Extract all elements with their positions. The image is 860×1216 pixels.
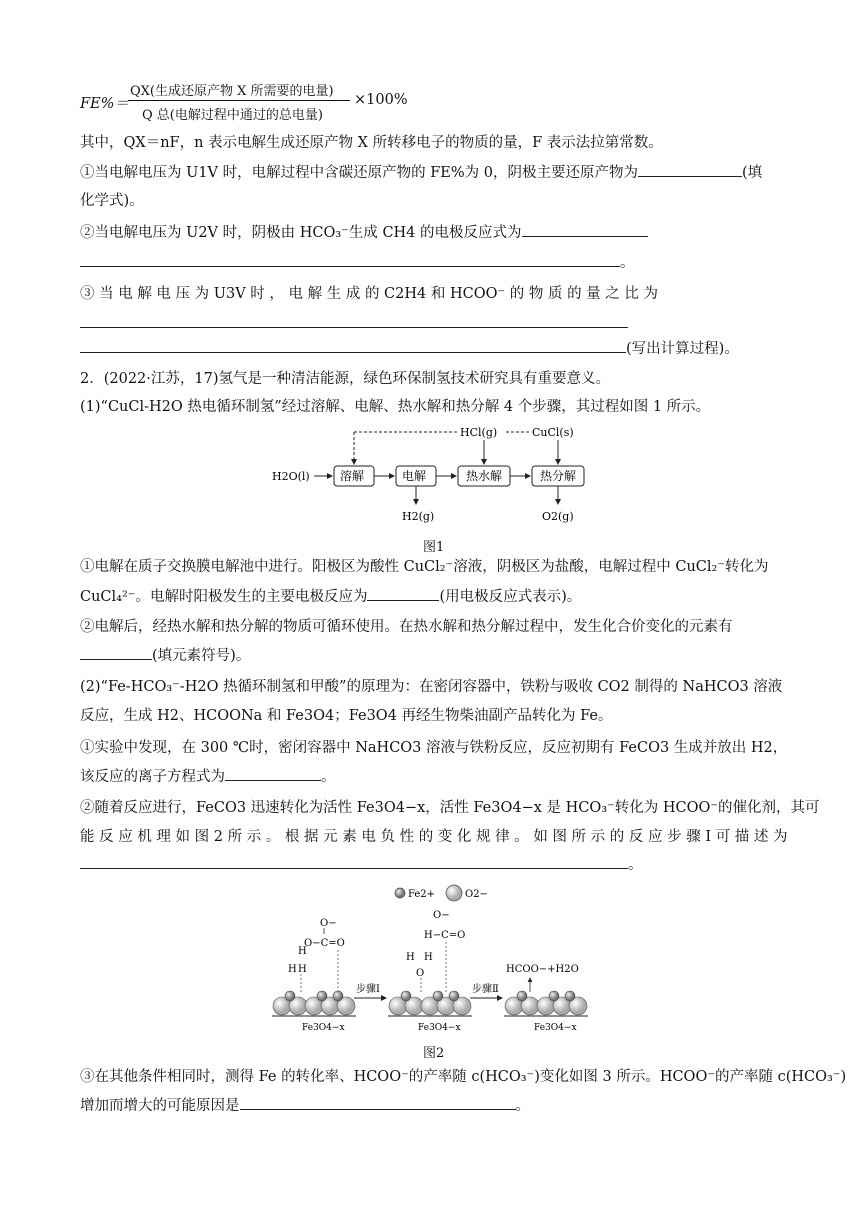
legend-fe-icon xyxy=(395,888,405,898)
text-line: ①当电解电压为 U1V 时，电解过程中含碳还原产物的 FE%为 0，阴极主要还原产物为 (填 xyxy=(80,162,780,184)
cucl-label: CuCl(s) xyxy=(532,426,574,439)
formula-numerator: QX(生成还原产物 X 所需要的电量) xyxy=(130,84,334,99)
formula-lhs: FE%＝ xyxy=(80,96,129,112)
step-2-label: 步骤Ⅱ xyxy=(472,984,499,995)
answer-blank[interactable] xyxy=(80,854,628,869)
svg-text:H: H xyxy=(298,964,307,975)
svg-text:O2−: O2− xyxy=(465,889,488,900)
step-1-label: 步骤Ⅰ xyxy=(356,984,380,995)
text-line: ③在其他条件相同时，测得 Fe 的转化率、HCOO⁻的产率随 c(HCO₃⁻)变化如图 3 所示。HCOO⁻的产率随 c(HCO₃⁻) xyxy=(80,1069,847,1085)
figure-2-mechanism xyxy=(268,880,598,1040)
svg-text:O: O xyxy=(416,968,425,979)
answer-blank[interactable] xyxy=(522,222,648,237)
svg-text:O−: O− xyxy=(320,918,337,929)
text-line: (写出计算过程)。 xyxy=(80,338,780,360)
text-line: 该反应的离子方程式为 。 xyxy=(80,766,780,788)
answer-blank[interactable] xyxy=(80,338,626,353)
fe-formula xyxy=(80,80,480,124)
text-line: (填元素符号)。 xyxy=(80,645,780,667)
svg-text:溶解: 溶解 xyxy=(340,469,365,483)
text-line: CuCl₄²⁻。电解时阳极发生的主要电极反应为 (用电极反应式表示)。 xyxy=(80,586,780,608)
formula-suffix: ×100% xyxy=(354,92,408,108)
product-label: HCOO−+H2O xyxy=(506,964,579,975)
svg-text:电解: 电解 xyxy=(402,469,427,483)
figure-2-caption: 图2 xyxy=(423,1046,445,1061)
text-line: ③ 当 电 解 电 压 为 U3V 时 ， 电 解 生 成 的 C2H4 和 HCOO⁻ 的 物 质 的 量 之 比 为 xyxy=(80,286,659,302)
svg-text:H: H xyxy=(406,952,415,963)
text-line: 其中，QX＝nF，n 表示电解生成还原产物 X 所转移电子的物质的量，F 表示法拉第常数。 xyxy=(80,135,663,151)
svg-text:热水解: 热水解 xyxy=(466,469,503,483)
formula-denominator: Q 总(电解过程中通过的总电量) xyxy=(142,108,323,123)
text-line: 增加而增大的可能原因是 。 xyxy=(80,1095,780,1117)
text-line: ②电解后，经热水解和热分解的物质可循环使用。在热水解和热分解过程中，发生化合价变化的元素有 xyxy=(80,619,733,635)
o2-output: O2(g) xyxy=(542,510,574,523)
svg-text:O−: O− xyxy=(433,910,450,921)
fraction-bar xyxy=(128,100,350,101)
answer-blank[interactable] xyxy=(80,252,620,267)
svg-text:H: H xyxy=(424,952,433,963)
hcl-label: HCl(g) xyxy=(460,426,498,439)
svg-text:H: H xyxy=(298,946,307,957)
text-line: 反应，生成 H2、HCOONa 和 Fe3O4；Fe3O4 再经生物柴油副产品转化为 Fe。 xyxy=(80,708,613,724)
h2-output: H2(g) xyxy=(402,510,435,523)
support-label-1: Fe3O4−x xyxy=(302,1023,345,1033)
catalyst-surface-1 xyxy=(272,991,356,1016)
text-line: ②当电解电压为 U2V 时，阴极由 HCO₃⁻生成 CH4 的电极反应式为 xyxy=(80,222,780,244)
svg-text:热分解: 热分解 xyxy=(540,469,577,483)
svg-text:H: H xyxy=(288,964,297,975)
text-line: 化学式)。 xyxy=(80,193,144,209)
catalyst-surface-3 xyxy=(504,991,588,1016)
catalyst-surface-2 xyxy=(388,991,472,1016)
text-line: 。 xyxy=(80,252,780,274)
answer-blank[interactable] xyxy=(367,586,439,601)
answer-blank[interactable] xyxy=(240,1095,516,1110)
text-line: ①电解在质子交换膜电解池中进行。阳极区为酸性 CuCl₂⁻溶液，阴极区为盐酸，电解过程中 CuCl₂⁻转化为 xyxy=(80,559,769,575)
svg-text:H−C=O: H−C=O xyxy=(424,930,466,941)
support-label-3: Fe3O4−x xyxy=(534,1023,577,1033)
question-heading: 2．(2022·江苏，17)氢气是一种清洁能源，绿色环保制氢技术研究具有重要意义。 xyxy=(80,371,610,387)
answer-blank[interactable] xyxy=(638,162,742,177)
text-line: 能 反 应 机 理 如 图 2 所 示 。 根 据 元 素 电 负 性 的 变 化 规 律 。 如 图 所 示 的 反 应 步 骤 Ⅰ 可 描 述 为 xyxy=(80,829,788,845)
support-label-2: Fe3O4−x xyxy=(418,1023,461,1033)
text-line: 。 xyxy=(80,854,780,876)
h2o-input: H2O(l) xyxy=(272,470,310,483)
svg-text:Fe2+: Fe2+ xyxy=(408,889,436,900)
answer-blank[interactable] xyxy=(225,766,321,781)
answer-blank[interactable] xyxy=(80,313,628,328)
figure-1-flowchart xyxy=(270,420,600,530)
answer-blank[interactable] xyxy=(80,645,152,660)
figure-1-caption: 图1 xyxy=(423,540,445,555)
text-line: (2)“Fe-HCO₃⁻-H2O 热循环制氢和甲酸”的原理为：在密闭容器中，铁粉与吸收 CO2 制得的 NaHCO3 溶液 xyxy=(80,679,783,695)
text-line xyxy=(80,313,780,335)
text-line: (1)“CuCl-H2O 热电循环制氢”经过溶解、电解、热水解和热分解 4 个步骤，其过程如图 1 所示。 xyxy=(80,399,711,415)
text-line: ②随着反应进行，FeCO3 迅速转化为活性 Fe3O4−x，活性 Fe3O4−x 是 HCO₃⁻转化为 HCOO⁻的催化剂，其可 xyxy=(80,800,820,816)
svg-text:O−C=O: O−C=O xyxy=(304,938,345,949)
legend-o-icon xyxy=(446,885,462,901)
text-line: ①实验中发现，在 300 ℃时，密闭容器中 NaHCO3 溶液与铁粉反应，反应初期有 FeCO3 生成并放出 H2， xyxy=(80,740,788,756)
